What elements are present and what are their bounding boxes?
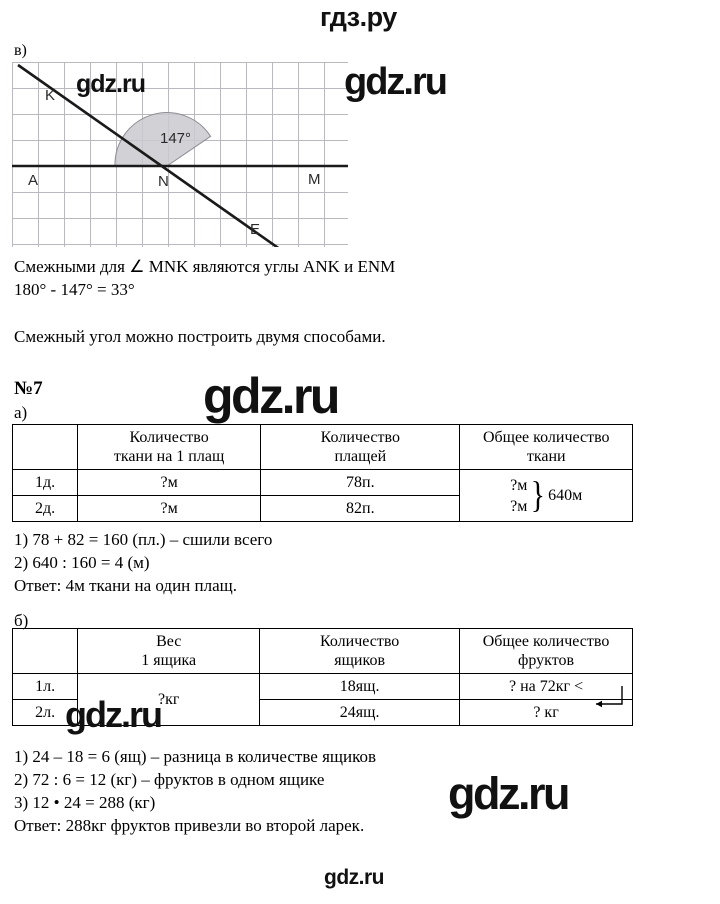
brace-values <box>510 475 527 517</box>
table-row-header <box>13 629 633 674</box>
brace-wrapper: ?м ?м } 640м <box>510 474 583 516</box>
header-fruits-line2: фруктов <box>518 652 575 669</box>
figure-part-label: в) <box>14 42 27 59</box>
angle-value-label: 147° <box>160 130 192 147</box>
solution-b-step2: 2) 72 : 6 = 12 (кг) – фруктов в одном ящике <box>14 770 325 789</box>
header-cell-coat-count <box>261 425 460 470</box>
brace-value-top: ?м <box>510 476 528 494</box>
point-label-e: E <box>250 221 261 238</box>
point-label-m: M <box>308 171 321 188</box>
header-cell-box-weight <box>78 629 260 674</box>
adjacent-line-1: Смежными для ∠ MNK являются углы ANK и ENM <box>14 257 396 276</box>
task-number: №7 <box>14 378 43 399</box>
header-weight-line1: Вес <box>156 633 182 650</box>
header-coats-line1: Количество <box>320 429 400 446</box>
solution-a-paragraph <box>14 528 272 597</box>
solution-b-step3: 3) 12 • 24 = 288 (кг) <box>14 793 156 812</box>
solution-b-paragraph <box>14 745 376 837</box>
cell-coats-day1: 78п. <box>261 470 460 496</box>
point-label-n: N <box>158 173 169 190</box>
row-label-stall1: 1л. <box>13 674 78 700</box>
header-coats-line2: плащей <box>334 448 387 465</box>
watermark-figure-left: gdz.ru <box>76 70 145 98</box>
site-logo: гдз.ру <box>320 2 397 32</box>
cell-coats-day2: 82п. <box>261 496 460 522</box>
two-ways-paragraph: Смежный угол можно построить двумя способами. <box>14 327 386 346</box>
point-label-a: A <box>28 172 39 189</box>
cell-total-fabric-brace <box>460 470 633 522</box>
geometry-svg <box>12 62 348 247</box>
header-cell-total-fabric <box>460 425 633 470</box>
header-boxes-line1: Количество <box>319 633 400 650</box>
task-part-b-label: б) <box>14 611 29 630</box>
comparison-arrow-icon <box>588 682 628 716</box>
header-cell-empty <box>13 425 78 470</box>
cell-total-stall1 <box>460 674 633 700</box>
task-part-a-label: а) <box>14 403 28 422</box>
header-fabric-line2: ткани на 1 плащ <box>113 448 225 465</box>
header-cell-total-fruits <box>460 629 633 674</box>
table-row <box>13 470 633 496</box>
cell-fabric-day1: ?м <box>78 470 261 496</box>
adjacent-line-2: 180° - 147° = 33° <box>14 280 135 299</box>
header-total-line2: ткани <box>526 448 566 465</box>
header-weight-line2: 1 ящика <box>141 652 197 669</box>
header-cell-fabric-per-coat <box>78 425 261 470</box>
watermark-figure-right: gdz.ru <box>344 61 446 103</box>
header-cell-box-count <box>260 629 460 674</box>
watermark-task-header: gdz.ru <box>203 368 338 424</box>
header-cell-empty-b <box>13 629 78 674</box>
table-fruits <box>12 628 633 726</box>
cell-total-stall1-text: ? на 72кг < <box>508 678 584 695</box>
table-fabric <box>12 424 633 522</box>
header-boxes-line2: ящиков <box>334 652 386 669</box>
cell-boxes-stall2: 24ящ. <box>260 700 460 726</box>
watermark-footer: gdz.ru <box>324 866 384 889</box>
watermark-table-b: gdz.ru <box>65 694 161 735</box>
watermark-solution-b: gdz.ru <box>448 768 568 819</box>
cell-total-stall2: ? кг <box>460 700 633 726</box>
cell-weight-merged: ?кг <box>78 674 260 726</box>
solution-a-step2: 2) 640 : 160 = 4 (м) <box>14 553 150 572</box>
adjacent-angles-paragraph <box>14 255 395 301</box>
row-label-day1: 1д. <box>13 470 78 496</box>
header-total-line1: Общее количество <box>482 429 610 446</box>
cell-boxes-stall1: 18ящ. <box>260 674 460 700</box>
row-label-day2: 2д. <box>13 496 78 522</box>
brace-total-value: 640м <box>548 487 583 504</box>
solution-b-step1: 1) 24 – 18 = 6 (ящ) – разница в количестве ящиков <box>14 747 377 766</box>
header-fruits-line1: Общее количество <box>482 633 610 650</box>
table-row <box>13 674 633 700</box>
solution-a-answer: Ответ: 4м ткани на один плащ. <box>14 576 237 595</box>
brace-value-bottom: ?м <box>510 497 528 515</box>
cell-fabric-day2: ?м <box>78 496 261 522</box>
row-label-stall2: 2л. <box>13 700 78 726</box>
solution-b-answer: Ответ: 288кг фруктов привезли во второй ларек. <box>14 816 365 835</box>
point-label-k: K <box>45 87 56 104</box>
table-row-header <box>13 425 633 470</box>
geometry-figure <box>12 62 348 247</box>
solution-a-step1: 1) 78 + 82 = 160 (пл.) – сшили всего <box>14 530 273 549</box>
header-fabric-line1: Количество <box>129 429 209 446</box>
